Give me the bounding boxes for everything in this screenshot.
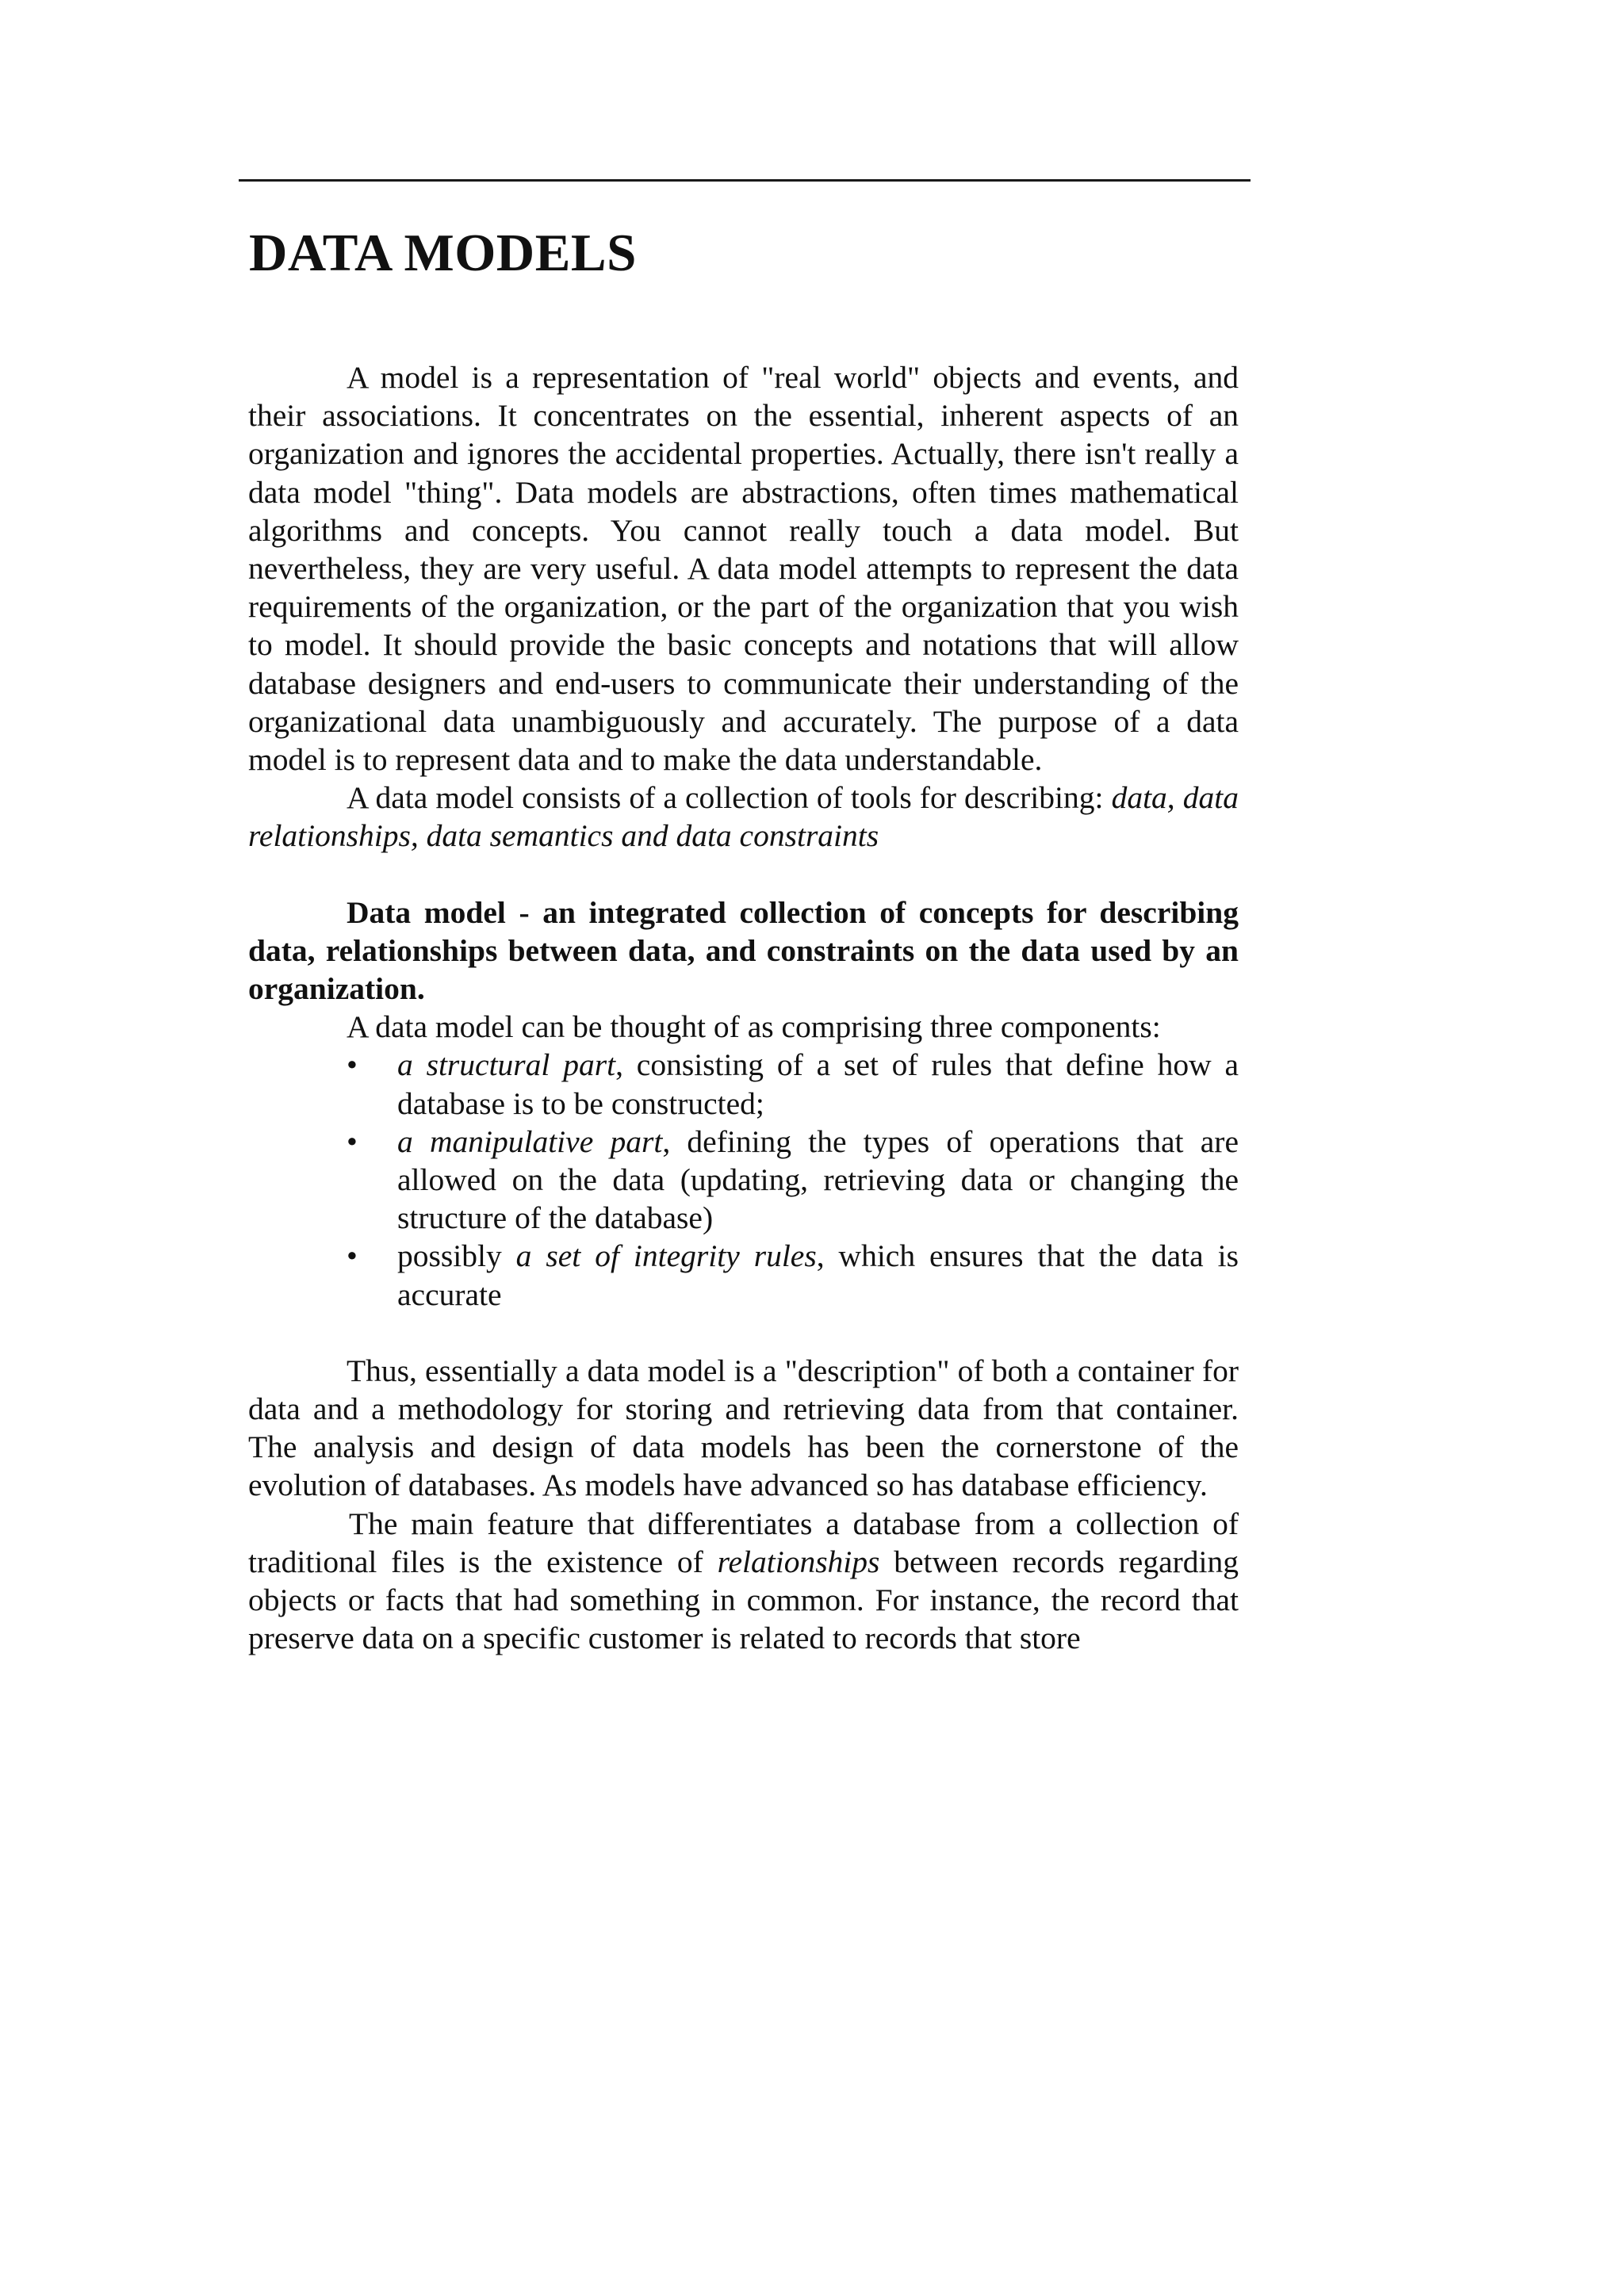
list-item-term: a manipulative part (397, 1123, 663, 1159)
spacer (248, 1314, 1239, 1352)
components-list (248, 1046, 1239, 1313)
list-item-text: , consisting of a set of rules that define how a database is to be constructed; (397, 1047, 1239, 1121)
paragraph-tools-italic: data, data relationships, data semantics and data constraints (248, 780, 1239, 854)
list-item-term: a set of integrity rules (515, 1238, 817, 1274)
list-item-lead: possibly (397, 1238, 516, 1274)
definition-statement: Data model - an integrated collection of concepts for describing data, relationships between data, and constraints on the data used by an organization. (248, 894, 1239, 1007)
bullet-icon: • (347, 1238, 358, 1274)
paragraph-relationships-lead: The main feature that differentiates a database from a collection of traditional files is the existence of (248, 1506, 1239, 1579)
components-intro: A data model can be thought of as comprising three components: (347, 1009, 1161, 1045)
paragraph-tools-lead: A data model consists of a collection of tools for describing: (347, 780, 1112, 816)
list-item (248, 1046, 1239, 1122)
paragraph-tools (248, 779, 1239, 855)
bullet-icon: • (347, 1123, 358, 1159)
page-title: DATA MODELS (249, 224, 637, 282)
list-item-text: , defining the types of operations that are allowed on the data (updating, retrieving data or changing the structure of the database) (397, 1123, 1239, 1236)
list-item (248, 1123, 1239, 1238)
list-item-term: a structural part (397, 1047, 616, 1083)
bullet-icon: • (347, 1047, 358, 1083)
list-item (248, 1237, 1239, 1313)
body-text (248, 358, 1239, 1658)
spacer (248, 855, 1239, 894)
paragraph-relationships-tail: between records regarding objects or facts that had something in common. For instance, the record that preserve data on a specific customer is related to records that store (248, 1544, 1239, 1656)
paragraph-relationships-italic: relationships (717, 1544, 880, 1579)
paragraph-model-definition: A model is a representation of "real world" objects and events, and their associations. It concentrates on the essential, inherent aspects of an organization and ignores the accidental properties. Actually, there isn't really a data model "thing". Data models are abstractions, often times mathematical algorithms and concepts. You cannot really touch a data model. But nevertheless, they are very useful. A data model attempts to represent the data requirements of the organization, or the part of the organization that you wish to model. It should provide the basic concepts and notations that will allow database designers and end-users to communicate their understanding of the organizational data unambiguously and accurately. The purpose of a data model is to represent data and to make the data understandable. (248, 360, 1239, 778)
header-rule (239, 179, 1251, 182)
paragraph-description: Thus, essentially a data model is a "description" of both a container for data and a methodology for storing and retrieving data from that container. The analysis and design of data models has been the cornerstone of the evolution of databases. As models have advanced so has database efficiency. (248, 1353, 1239, 1503)
paragraph-relationships (248, 1505, 1239, 1658)
list-item-text: , which ensures that the data is accurate (397, 1238, 1239, 1312)
